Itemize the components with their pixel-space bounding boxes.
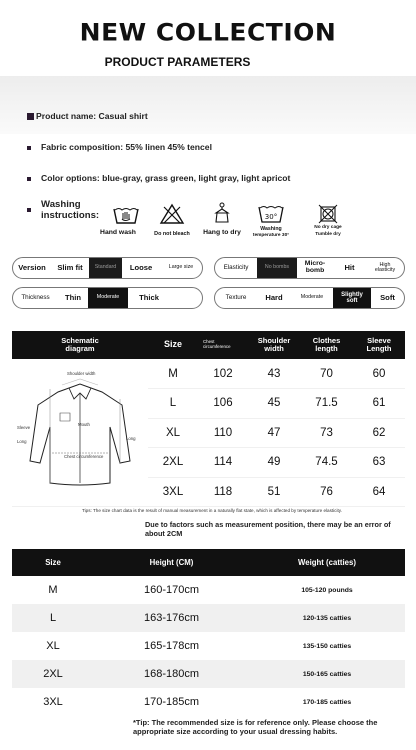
table-row <box>12 359 405 389</box>
hang-to-dry-label: Hang to dry <box>203 229 241 236</box>
header-clothes-length: Clothes length <box>300 331 353 359</box>
cell-shoulder: 45 <box>248 389 300 419</box>
header-band <box>0 76 416 134</box>
washing-label: Washing instructions: <box>41 199 100 221</box>
table-row <box>12 632 405 660</box>
header-weight: Weight (catties) <box>249 549 405 576</box>
option-empty <box>170 288 202 308</box>
cell-height: 168-180cm <box>94 660 249 688</box>
option-micro-bomb: Micro-bomb <box>304 260 326 274</box>
option-moderate: Moderate <box>88 288 128 308</box>
measurement-tips: Tips: The size chart data is the result of manual measurement in a naturally flat state, which is affected by temperature elasticity. <box>82 508 343 513</box>
table-row <box>12 604 405 632</box>
elasticity-label: Elasticity <box>223 263 249 271</box>
bullet-icon <box>27 146 31 150</box>
page-title: NEW COLLECTION <box>79 18 337 47</box>
cell-sleeve: 62 <box>353 418 405 448</box>
texture-label: Texture <box>225 293 247 301</box>
option-loose: Loose <box>129 263 153 273</box>
product-name: Product name: Casual shirt <box>36 111 148 121</box>
cell-chest: 118 <box>198 477 248 507</box>
table-row <box>12 576 405 604</box>
option-hard: Hard <box>265 293 283 303</box>
table-row <box>12 688 405 716</box>
cell-length: 76 <box>300 477 353 507</box>
option-moderate: Moderate <box>300 294 324 301</box>
cell-chest: 102 <box>198 359 248 389</box>
error-note: Due to factors such as measurement position, there may be an error of about 2CM <box>145 520 391 539</box>
cell-shoulder: 51 <box>248 477 300 507</box>
cell-sleeve: 63 <box>353 448 405 478</box>
hang-to-dry-icon <box>208 201 236 228</box>
cell-weight: 120-135 catties <box>249 604 405 632</box>
option-slim-fit: Slim fit <box>57 263 83 273</box>
cell-shoulder: 47 <box>248 418 300 448</box>
option-no-bombs: No bombs <box>257 258 297 278</box>
size-recommendation-table <box>12 549 405 716</box>
cell-weight: 105-120 pounds <box>301 586 353 594</box>
shirt-diagram: Shoulder width Mouth Chest circumference Sleeve Long Long <box>12 359 148 507</box>
cell-height: 165-178cm <box>143 640 200 652</box>
header-schematic-diagram: Schematic diagram <box>12 331 148 359</box>
cell-length: 70 <box>300 359 353 389</box>
version-label: Version <box>18 263 46 273</box>
cell-length: 73 <box>300 418 353 448</box>
fabric-composition: Fabric composition: 55% linen 45% tencel <box>41 142 212 152</box>
cell-sleeve: 64 <box>353 477 405 507</box>
cell-height: 170-185cm <box>143 696 200 708</box>
texture-selector <box>214 287 405 309</box>
cell-size: XL <box>148 418 198 448</box>
cell-sleeve: 60 <box>353 359 405 389</box>
option-thin: Thin <box>64 293 82 303</box>
footer-tip: *Tip: The recommended size is for reference only. Please choose the appropriate size according to your usual dressing habits. <box>133 718 378 737</box>
header-chest: Chest circumference <box>198 331 248 359</box>
bullet-icon <box>27 177 31 181</box>
shirt-icon <box>12 359 148 506</box>
elasticity-selector <box>214 257 405 279</box>
option-high-elasticity: High elasticity <box>374 261 396 273</box>
wash-temperature-label: Washing temperature 30° <box>252 226 290 238</box>
svg-text:30°: 30° <box>264 213 278 221</box>
cell-height: 163-176cm <box>94 604 249 632</box>
header-height: Height (CM) <box>94 549 249 576</box>
cell-size: 2XL <box>12 660 94 688</box>
hand-wash-icon <box>112 203 140 230</box>
cell-size: 3XL <box>43 696 63 708</box>
cell-weight: 150-165 catties <box>249 660 405 688</box>
cell-size: L <box>12 604 94 632</box>
cell-chest: 110 <box>198 418 248 448</box>
cell-height: 160-170cm <box>143 584 200 596</box>
cell-weight: 170-185 catties <box>302 698 352 706</box>
cell-sleeve: 61 <box>353 389 405 419</box>
header-shoulder: Shoulder width <box>248 331 300 359</box>
option-soft: Soft <box>380 293 395 303</box>
cell-size: 3XL <box>148 477 198 507</box>
cell-size: XL <box>46 640 60 652</box>
header-size: Size <box>12 549 94 576</box>
cell-size: 2XL <box>148 448 198 478</box>
no-bleach-label: Do not bleach <box>154 231 190 237</box>
no-dry-cage-label: No dry cage Tumble dry <box>314 225 342 237</box>
cell-shoulder: 49 <box>248 448 300 478</box>
color-options: Color options: blue-gray, grass green, light gray, light apricot <box>41 173 291 183</box>
cell-size: M <box>148 359 198 389</box>
version-selector <box>12 257 203 279</box>
header-size: Size <box>148 331 198 359</box>
cell-length: 74.5 <box>300 448 353 478</box>
thickness-selector <box>12 287 203 309</box>
thickness-label: Thickness <box>21 293 50 301</box>
cell-size: L <box>148 389 198 419</box>
cell-shoulder: 43 <box>248 359 300 389</box>
cell-chest: 114 <box>198 448 248 478</box>
wash-temperature-icon <box>257 202 285 229</box>
cell-length: 71.5 <box>300 389 353 419</box>
cell-chest: 106 <box>198 389 248 419</box>
option-hit: Hit <box>344 263 355 273</box>
bullet-icon <box>27 113 34 120</box>
option-standard: Standard <box>89 258 122 278</box>
cell-size: M <box>48 584 58 596</box>
table-row <box>12 660 405 688</box>
size-chart-table <box>12 331 405 507</box>
option-slightly-soft: Slightly soft <box>333 288 371 308</box>
page-subtitle: PRODUCT PARAMETERS <box>104 55 251 69</box>
no-bleach-icon <box>158 203 186 230</box>
option-thick: Thick <box>139 293 159 303</box>
option-large-size: Large size <box>168 264 194 271</box>
cell-weight: 135-150 catties <box>302 642 352 650</box>
hand-wash-label: Hand wash <box>100 229 136 236</box>
header-sleeve-length: Sleeve Length <box>353 331 405 359</box>
bullet-icon <box>27 208 31 212</box>
